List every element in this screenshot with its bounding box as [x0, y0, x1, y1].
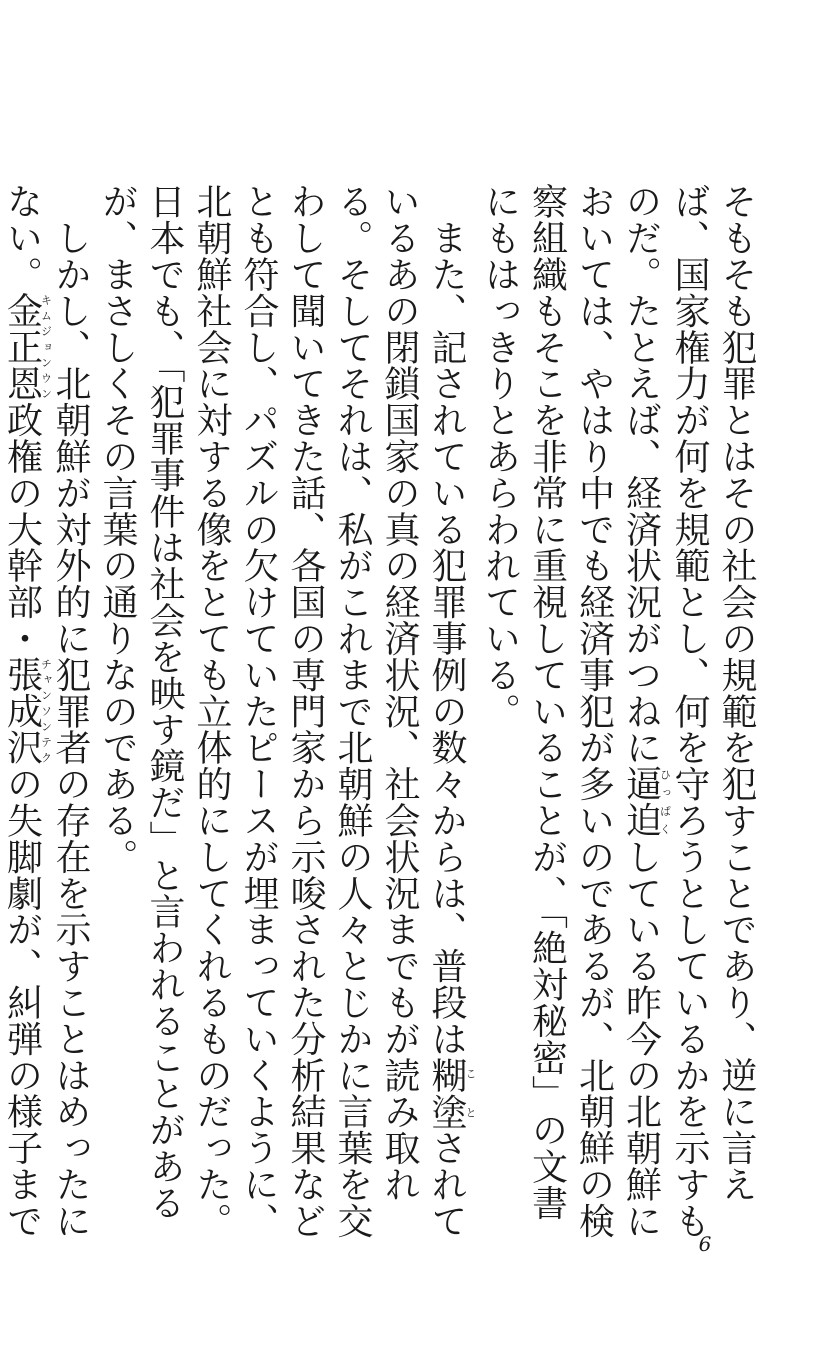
text-run: しかし、北朝鮮が対外的に犯罪者の存在を示すことはめったにない。 [1, 183, 91, 1239]
text-run: そもそも犯罪とはその社会の規範を犯すことであり、逆に言えば、国家権力が何を規範とし、何を守ろうとしているかを示すものだ。たとえば、経済状況がつねに [620, 183, 757, 1239]
page-number: 6 [698, 1232, 712, 1256]
ruby-annotation: 糊塗こと [426, 1056, 477, 1130]
paragraph-2 [94, 183, 477, 1243]
text-run: また、記されている犯罪事例の数々からは、普段は [426, 183, 467, 1057]
ruby-annotation: 張成沢チャンソンテク [1, 656, 53, 766]
text-run: の失脚劇が、糾弾の様子まで [1, 765, 43, 1239]
text-run: されているあの閉鎖国家の真の経済状況、社会状況までもが読み取れる。そしてそれは、私がこれまで北朝鮮の人々とじかに言葉を交わして聞いてきた話、各国の専門家から示唆された分析結果などとも符合し、パズルの欠けていたピースが埋まっていくように、北朝鮮社会に対する像をとても立体的にしてくれるものだった。日本でも、「犯罪事件は社会を映す鏡だ」と言われることがあるが、まさしくその言葉の通りなのである。 [97, 183, 467, 1239]
text-run: 政権の大幹部・ [1, 401, 43, 657]
ruby-annotation: 逼迫ひっぱく [620, 765, 672, 839]
ruby-annotation: 金正恩キムジョンウン [1, 292, 53, 402]
text-run: している昨今の北朝鮮においては、やはり中でも経済事犯が多いのであるが、北朝鮮の検察組織もそこを非常に重視していることが、「絶対秘密」の文書にもはっきりとあらわれている。 [479, 183, 662, 1239]
paragraph-3 [0, 183, 94, 1243]
paragraph-1 [477, 183, 761, 1243]
body-text [1, 183, 760, 1243]
